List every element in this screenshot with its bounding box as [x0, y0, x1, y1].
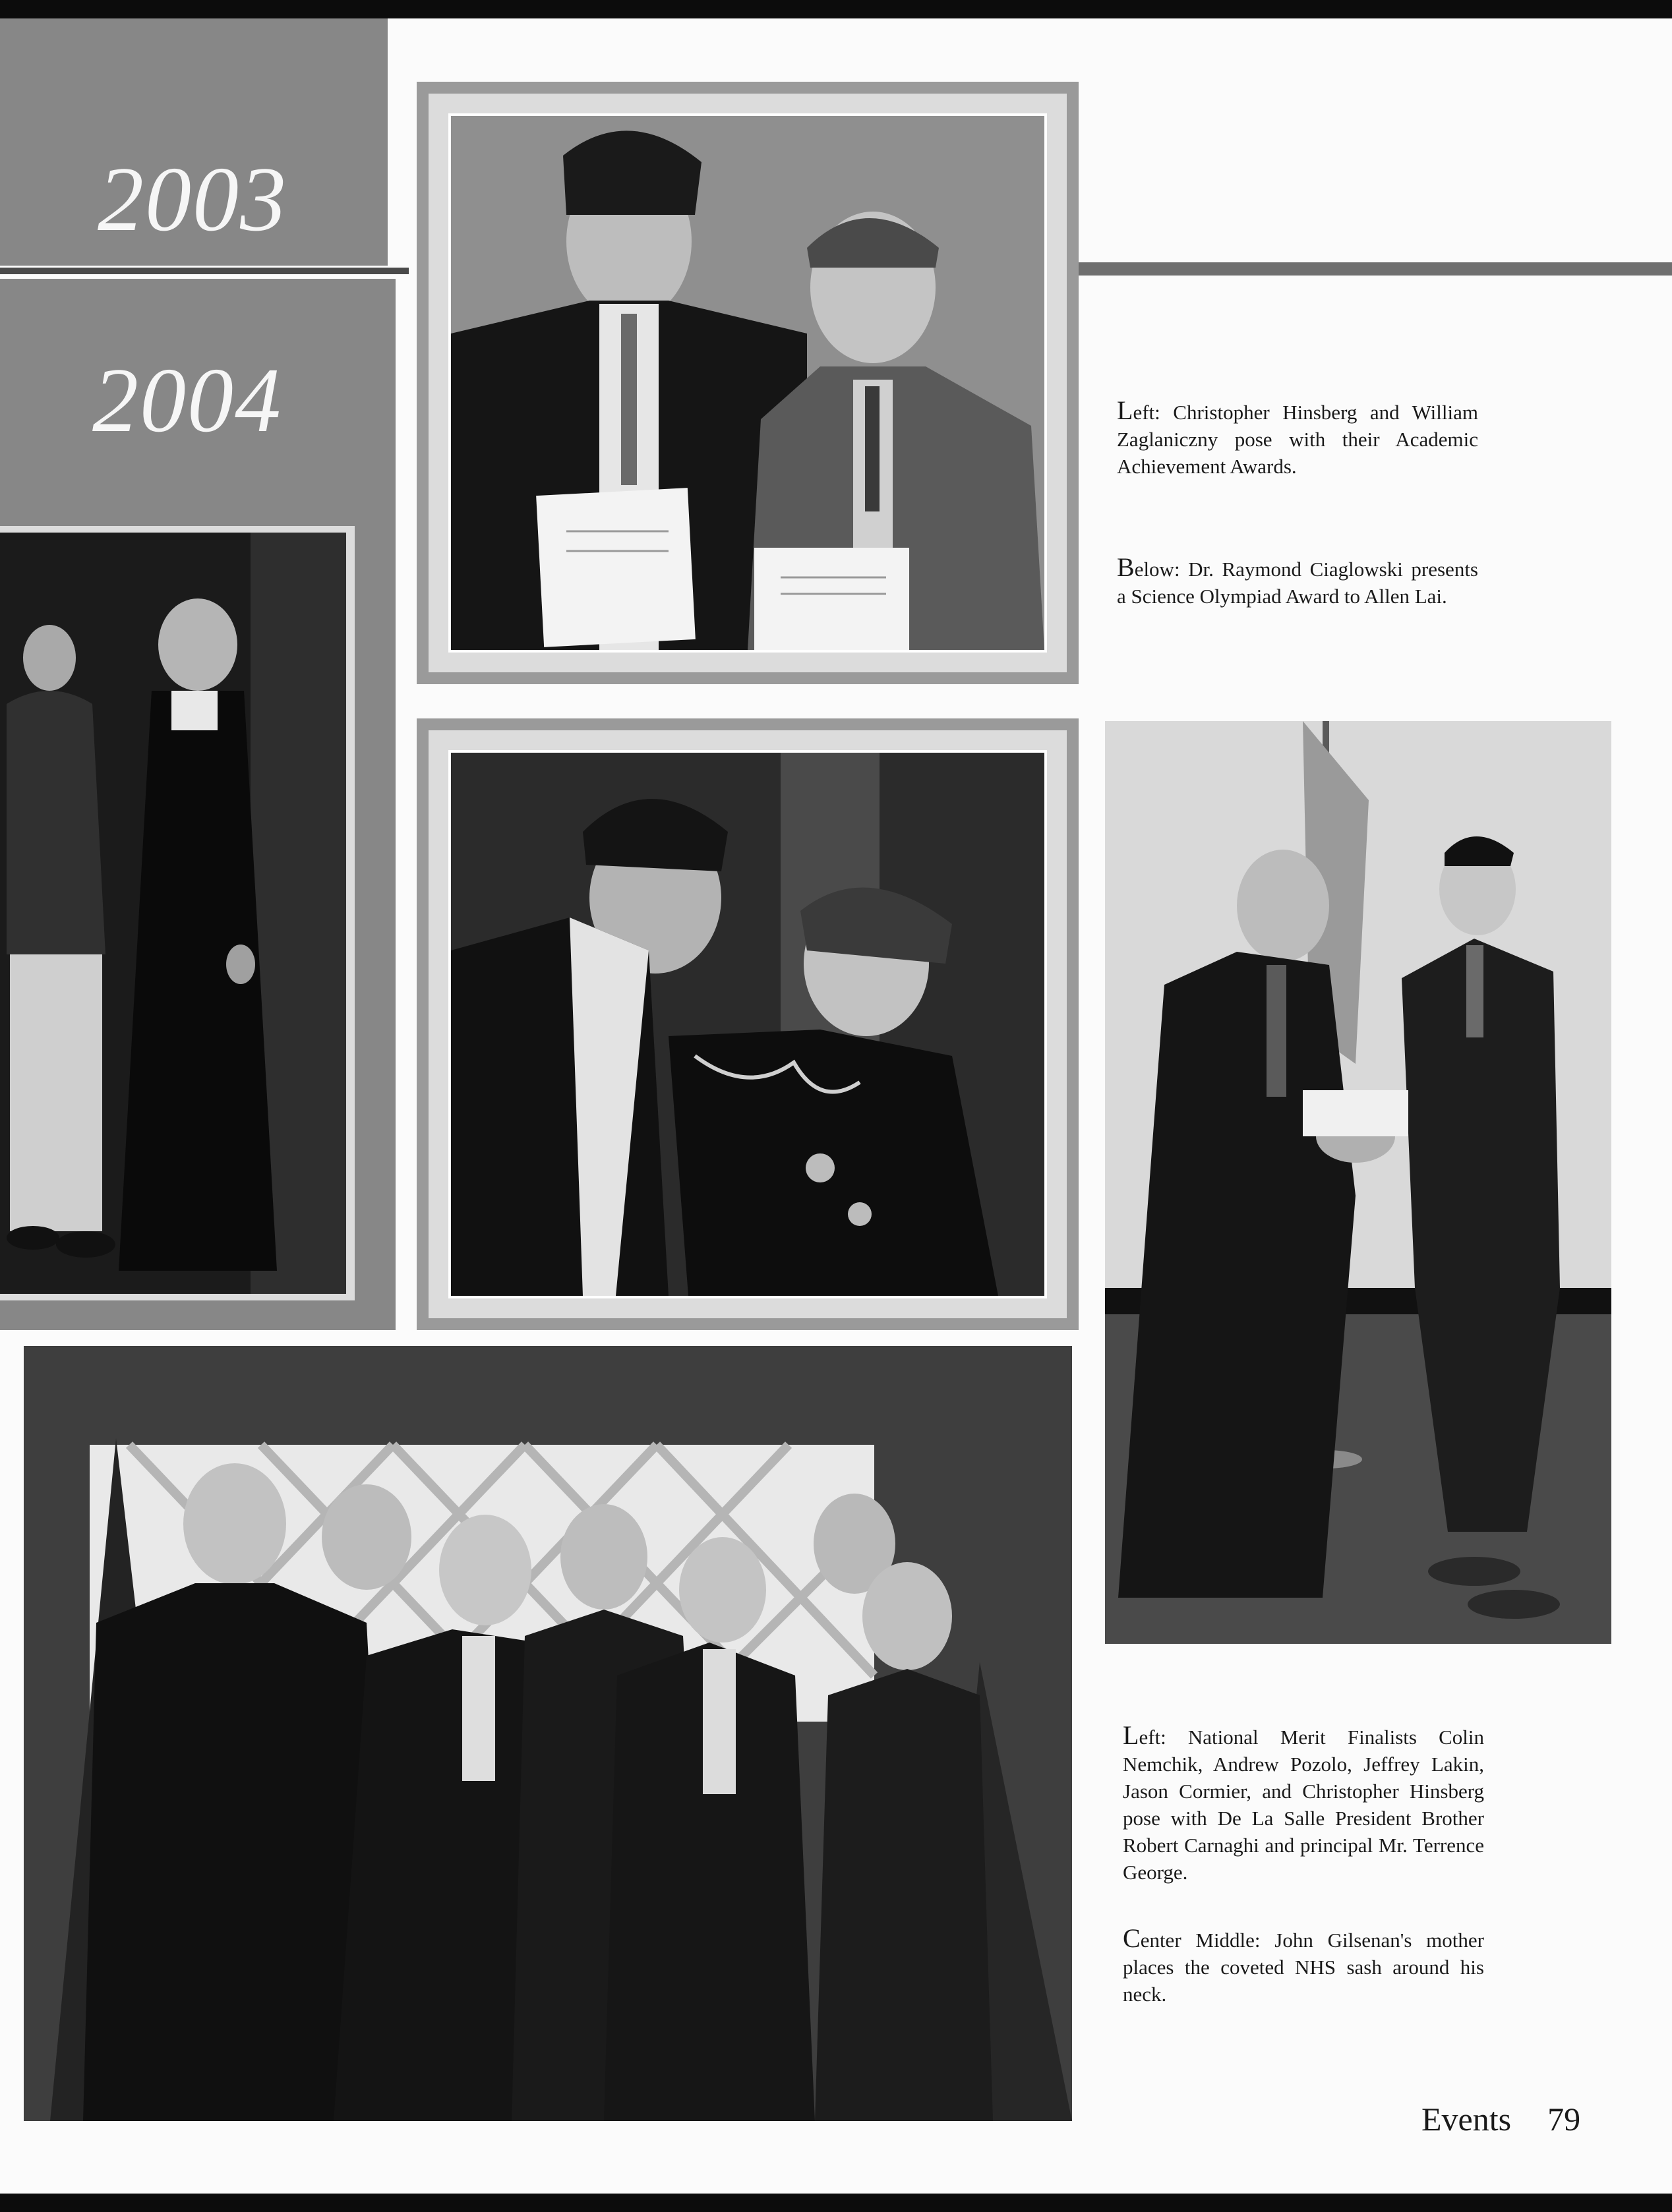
caption-national-merit-text: eft: National Merit Finalists Colin Nemchik, Andrew Pozolo, Jeffrey Lakin, Jason Cormier, and Christopher Hinsberg pose with De La Salle President Brother Robert Carnaghi and principal Mr. Terrence George. [1123, 1726, 1484, 1884]
top-center-photo-image [451, 116, 1044, 650]
year-bottom: 2004 [92, 349, 282, 451]
caption-science-olympiad [1117, 554, 1478, 610]
caption-nhs-sash-lead: C [1123, 1923, 1141, 1953]
caption-awards [1117, 397, 1478, 480]
middle-center-photo [448, 750, 1047, 1298]
left-photo-frame [0, 526, 355, 1300]
header-rule [1079, 262, 1672, 276]
right-photo-image [1105, 721, 1611, 1644]
year-panel-top [0, 18, 388, 266]
top-center-photo [448, 113, 1047, 653]
caption-national-merit-lead: L [1123, 1720, 1139, 1750]
middle-center-photo-image [451, 753, 1044, 1296]
middle-center-mat [429, 730, 1067, 1318]
top-center-mat [429, 94, 1067, 672]
caption-science-olympiad-lead: B [1117, 552, 1135, 582]
bottom-left-photo [24, 1346, 1072, 2121]
caption-nhs-sash [1123, 1925, 1484, 2008]
bottom-left-photo-image [24, 1346, 1072, 2121]
page-folio [1421, 2103, 1580, 2136]
middle-center-photo-frame [417, 718, 1079, 1330]
year-top: 2003 [98, 148, 287, 250]
caption-awards-lead: L [1117, 395, 1133, 425]
left-photo [0, 533, 346, 1294]
caption-national-merit [1123, 1722, 1484, 1886]
caption-awards-text: eft: Christopher Hinsberg and William Zaglaniczny pose with their Academic Achievement Awards. [1117, 401, 1478, 478]
panel-divider [0, 268, 409, 274]
top-center-photo-frame [417, 82, 1079, 684]
left-photo-image [0, 533, 346, 1294]
yearbook-page [0, 18, 1672, 2194]
folio-page-number: 79 [1547, 2101, 1581, 2138]
caption-science-olympiad-text: elow: Dr. Raymond Ciaglowski presents a Science Olympiad Award to Allen Lai. [1117, 558, 1478, 608]
right-photo [1105, 721, 1611, 1644]
folio-section: Events [1421, 2101, 1512, 2138]
caption-nhs-sash-text: enter Middle: John Gilsenan's mother places the coveted NHS sash around his neck. [1123, 1929, 1484, 2006]
